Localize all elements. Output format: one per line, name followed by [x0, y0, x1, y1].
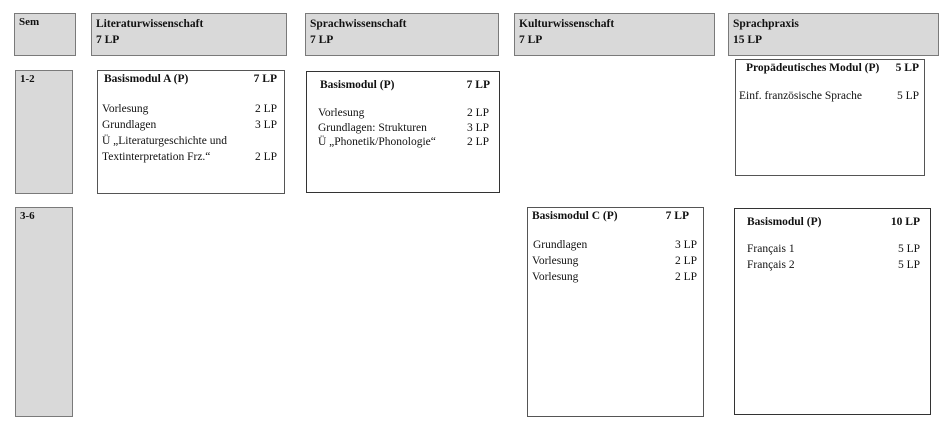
item-lp: 5 LP [897, 243, 920, 255]
item-name: Einf. französische Sprache [739, 90, 862, 102]
item-lp: 2 LP [254, 103, 277, 115]
item-name: Vorlesung [532, 271, 579, 283]
module-item [528, 254, 703, 269]
module-header [307, 78, 499, 93]
module-sprach-basis [306, 71, 500, 193]
item-lp: 2 LP [466, 136, 489, 148]
column-lp: 7 LP [96, 34, 120, 46]
header-sem-label: Sem [19, 16, 40, 28]
module-item [307, 106, 499, 121]
column-title: Sprachwissenschaft [310, 18, 407, 30]
item-lp: 3 LP [254, 119, 277, 131]
row-label-3-6 [15, 207, 73, 417]
module-item [98, 134, 284, 149]
module-header [736, 61, 924, 76]
row-label-text: 1-2 [20, 73, 35, 85]
module-lit-basis-a [97, 70, 285, 194]
item-name: Français 2 [747, 259, 795, 271]
item-name: Ü „Phonetik/Phonologie“ [318, 136, 436, 148]
header-kulturwissenschaft [514, 13, 715, 56]
column-title: Kulturwissenschaft [519, 18, 615, 30]
item-name: Grundlagen [102, 119, 157, 131]
item-lp: 5 LP [896, 90, 919, 102]
column-lp: 7 LP [519, 34, 543, 46]
item-lp: 5 LP [897, 259, 920, 271]
module-title: Basismodul (P) [320, 79, 395, 91]
module-title: Propädeutisches Modul (P) [746, 62, 880, 74]
module-item [307, 121, 499, 136]
module-lp: 7 LP [665, 210, 689, 222]
module-item [735, 242, 930, 257]
module-item [98, 102, 284, 117]
header-literaturwissenschaft [91, 13, 287, 56]
module-item [307, 135, 499, 150]
item-lp: 2 LP [254, 151, 277, 163]
module-title: Basismodul C (P) [532, 210, 618, 222]
column-title: Literaturwissenschaft [96, 18, 204, 30]
column-lp: 15 LP [733, 34, 763, 46]
row-label-1-2 [15, 70, 73, 194]
header-sprachwissenschaft [305, 13, 499, 56]
module-lp: 7 LP [466, 79, 490, 91]
header-sem [14, 13, 76, 56]
module-lp: 10 LP [890, 216, 920, 228]
module-item [98, 118, 284, 133]
item-lp: 2 LP [466, 107, 489, 119]
item-lp: 3 LP [466, 122, 489, 134]
item-name: Français 1 [747, 243, 795, 255]
item-name: Grundlagen: Strukturen [318, 122, 427, 134]
module-item [736, 89, 924, 104]
module-kultur-basis-c [527, 207, 704, 417]
module-item [98, 150, 284, 165]
column-title: Sprachpraxis [733, 18, 799, 30]
module-header [98, 72, 284, 87]
item-name: Textinterpretation Frz.“ [102, 151, 211, 163]
item-name: Grundlagen [533, 239, 588, 251]
header-sprachpraxis [728, 13, 939, 56]
module-lp: 7 LP [253, 73, 277, 85]
module-title: Basismodul (P) [747, 216, 822, 228]
item-name: Vorlesung [318, 107, 365, 119]
module-lp: 5 LP [895, 62, 919, 74]
item-lp: 2 LP [674, 271, 697, 283]
item-lp: 3 LP [674, 239, 697, 251]
module-propaedeutisch [735, 59, 925, 176]
module-sprachpraxis-basis [734, 208, 931, 415]
module-item [528, 238, 703, 253]
module-header [735, 215, 930, 230]
item-name: Vorlesung [102, 103, 149, 115]
item-lp: 2 LP [674, 255, 697, 267]
module-header [528, 209, 703, 224]
item-name: Vorlesung [532, 255, 579, 267]
column-lp: 7 LP [310, 34, 334, 46]
module-title: Basismodul A (P) [104, 73, 189, 85]
row-label-text: 3-6 [20, 210, 35, 222]
item-name: Ü „Literaturgeschichte und [102, 135, 227, 147]
module-item [735, 258, 930, 273]
module-item [528, 270, 703, 285]
